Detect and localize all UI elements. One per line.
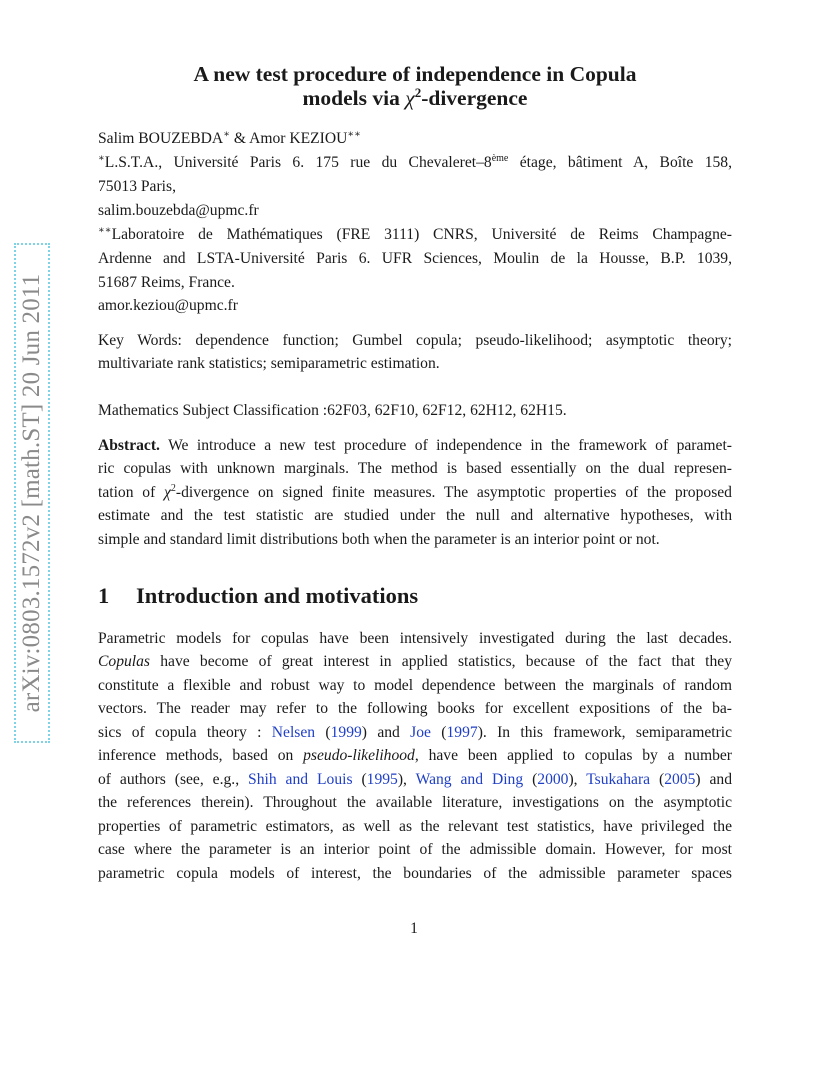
intro-line-3: constitute a flexible and robust way to model dependence between the marginals of random <box>98 677 732 694</box>
citation-nelsen-year[interactable]: 1999 <box>330 724 362 741</box>
citation-tsukahara-year[interactable]: 2005 <box>664 771 696 788</box>
section-title: Introduction and motivations <box>136 583 419 608</box>
intro-line-7: of authors (see, e.g., Shih and Louis (1995), Wang and Ding (2000), Tsukahara (2005) and <box>98 771 733 788</box>
authors: Salim BOUZEBDA∗ & Amor KEZIOU∗∗ <box>98 128 361 147</box>
citation-wang-ding[interactable]: Wang and Ding <box>415 771 524 788</box>
affiliation-2-line-3: 51687 Reims, France. <box>98 274 235 291</box>
citation-tsukahara[interactable]: Tsukahara <box>586 771 651 788</box>
abstract-label: Abstract. <box>98 437 160 454</box>
citation-wang-ding-year[interactable]: 2000 <box>537 771 569 788</box>
intro-line-11: parametric copula models of interest, the boundaries of the admissible parameter spaces <box>98 865 732 882</box>
intro-line-10: case where the parameter is an interior point of the admissible domain. However, for most <box>98 841 732 858</box>
abstract-line-4: estimate and the test statistic are studied under the null and alternative hypotheses, with <box>98 507 732 524</box>
affiliation-2-line-2: Ardenne and LSTA-Université Paris 6. UFR Sciences, Moulin de la Housse, B.P. 1039, <box>98 250 732 267</box>
abstract-line-1: Abstract. We introduce a new test procedure of independence in the framework of paramet- <box>98 437 732 454</box>
citation-joe[interactable]: Joe <box>410 724 431 741</box>
citation-nelsen[interactable]: Nelsen <box>271 724 316 741</box>
msc-classification: Mathematics Subject Classification :62F03, 62F10, 62F12, 62H12, 62H15. <box>98 402 567 419</box>
intro-line-6: inference methods, based on pseudo-likelihood, have been applied to copulas by a number <box>98 747 732 764</box>
intro-line-8: the references therein). Throughout the available literature, investigations on the asymptotic <box>98 794 732 811</box>
email-1[interactable]: salim.bouzebda@upmc.fr <box>98 202 259 219</box>
arxiv-identifier: arXiv:0803.1572v2 [math.ST] 20 Jun 2011 <box>18 273 45 713</box>
intro-line-1: Parametric models for copulas have been intensively investigated during the last decades. <box>98 630 732 647</box>
intro-line-9: properties of parametric estimators, as well as the relevant test statistics, have privileged the <box>98 818 732 835</box>
keywords-line-1: Key Words: dependence function; Gumbel copula; pseudo-likelihood; asymptotic theory; <box>98 332 732 349</box>
keywords-line-2: multivariate rank statistics; semiparametric estimation. <box>98 355 440 372</box>
intro-line-4: vectors. The reader may refer to the following books for excellent expositions of the ba- <box>98 700 732 717</box>
citation-shih-louis-year[interactable]: 1995 <box>366 771 398 788</box>
intro-line-2: Copulas have become of great interest in applied statistics, because of the fact that they <box>98 653 732 670</box>
abstract-line-2: ric copulas with unknown marginals. The method is based essentially on the dual represen- <box>98 460 732 477</box>
title-line-2: models via $\chi^2$-divergence <box>302 84 528 110</box>
intro-line-5: sics of copula theory : Nelsen (1999) and Joe (1997). In this framework, semiparametric <box>98 724 733 741</box>
affiliation-1-line-2: 75013 Paris, <box>98 178 176 195</box>
paper-title <box>98 62 732 110</box>
affiliation-1-line-1: ∗L.S.T.A., Université Paris 6. 175 rue du Chevaleret–8ème étage, bâtiment A, Boîte 158, <box>98 152 732 171</box>
section-heading <box>98 583 418 609</box>
page-number: 1 <box>410 920 418 937</box>
abstract-line-5: simple and standard limit distributions both when the parameter is an interior point or not. <box>98 531 660 548</box>
citation-joe-year[interactable]: 1997 <box>446 724 478 741</box>
abstract-line-3: tation of $\chi^2$-divergence on signed finite measures. The asymptotic properties of the proposed <box>98 482 732 501</box>
section-number: 1 <box>98 583 110 608</box>
title-line-1: A new test procedure of independence in Copula <box>193 62 637 86</box>
citation-shih-louis[interactable]: Shih and Louis <box>248 771 353 788</box>
email-2[interactable]: amor.keziou@upmc.fr <box>98 297 238 314</box>
affiliation-2-line-1: ∗∗Laboratoire de Mathématiques (FRE 3111) CNRS, Université de Reims Champagne- <box>98 224 732 243</box>
